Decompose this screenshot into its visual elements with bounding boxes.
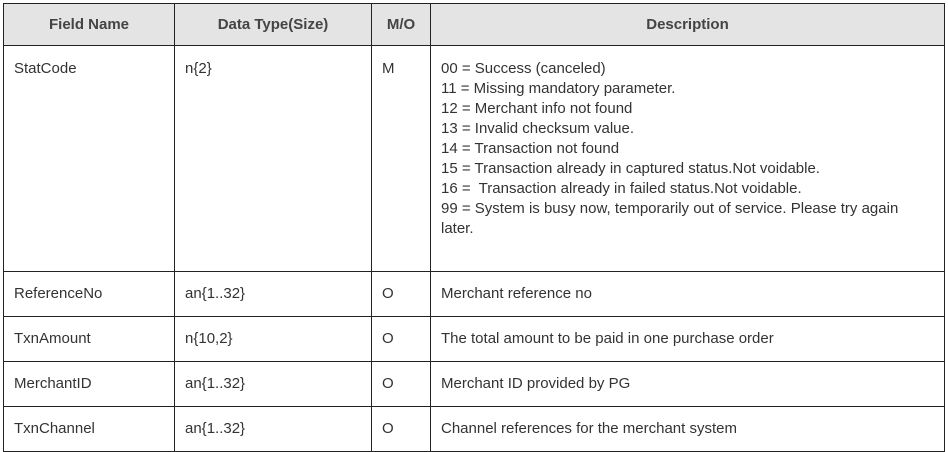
cell-description: Merchant reference no [431,272,945,317]
cell-field-name: StatCode [4,46,175,272]
cell-field-name: MerchantID [4,362,175,407]
cell-mo: O [372,272,431,317]
table-header-row [4,4,945,46]
cell-data-type: n{2} [175,46,372,272]
table-row [4,407,945,452]
status-code-line: 15 = Transaction already in captured status.Not voidable. [441,160,820,177]
cell-description: The total amount to be paid in one purchase order [431,317,945,362]
table-row [4,46,945,272]
field-spec-table [3,3,945,452]
cell-mo: O [372,407,431,452]
status-code-line: 14 = Transaction not found [441,140,620,157]
cell-mo: O [372,317,431,362]
table-row [4,362,945,407]
cell-mo: O [372,362,431,407]
cell-description [431,46,945,272]
header-field-name: Field Name [4,4,175,46]
status-code-line: 12 = Merchant info not found [441,100,633,117]
status-code-line: 16 = Transaction already in failed status.Not voidable. [441,180,802,197]
status-code-line: 99 = System is busy now, temporarily out of service. Please try again later. [441,200,903,237]
cell-field-name: ReferenceNo [4,272,175,317]
cell-mo: M [372,46,431,272]
header-description: Description [431,4,945,46]
table-row [4,272,945,317]
status-code-line: 13 = Invalid checksum value. [441,120,635,137]
header-mo: M/O [372,4,431,46]
cell-field-name: TxnAmount [4,317,175,362]
table-row [4,317,945,362]
status-code-line: 00 = Success (canceled) [441,60,606,77]
cell-data-type: an{1..32} [175,407,372,452]
cell-field-name: TxnChannel [4,407,175,452]
header-data-type: Data Type(Size) [175,4,372,46]
status-code-line: 11 = Missing mandatory parameter. [441,80,676,97]
cell-data-type: an{1..32} [175,362,372,407]
cell-description: Merchant ID provided by PG [431,362,945,407]
cell-data-type: n{10,2} [175,317,372,362]
cell-data-type: an{1..32} [175,272,372,317]
cell-description: Channel references for the merchant system [431,407,945,452]
